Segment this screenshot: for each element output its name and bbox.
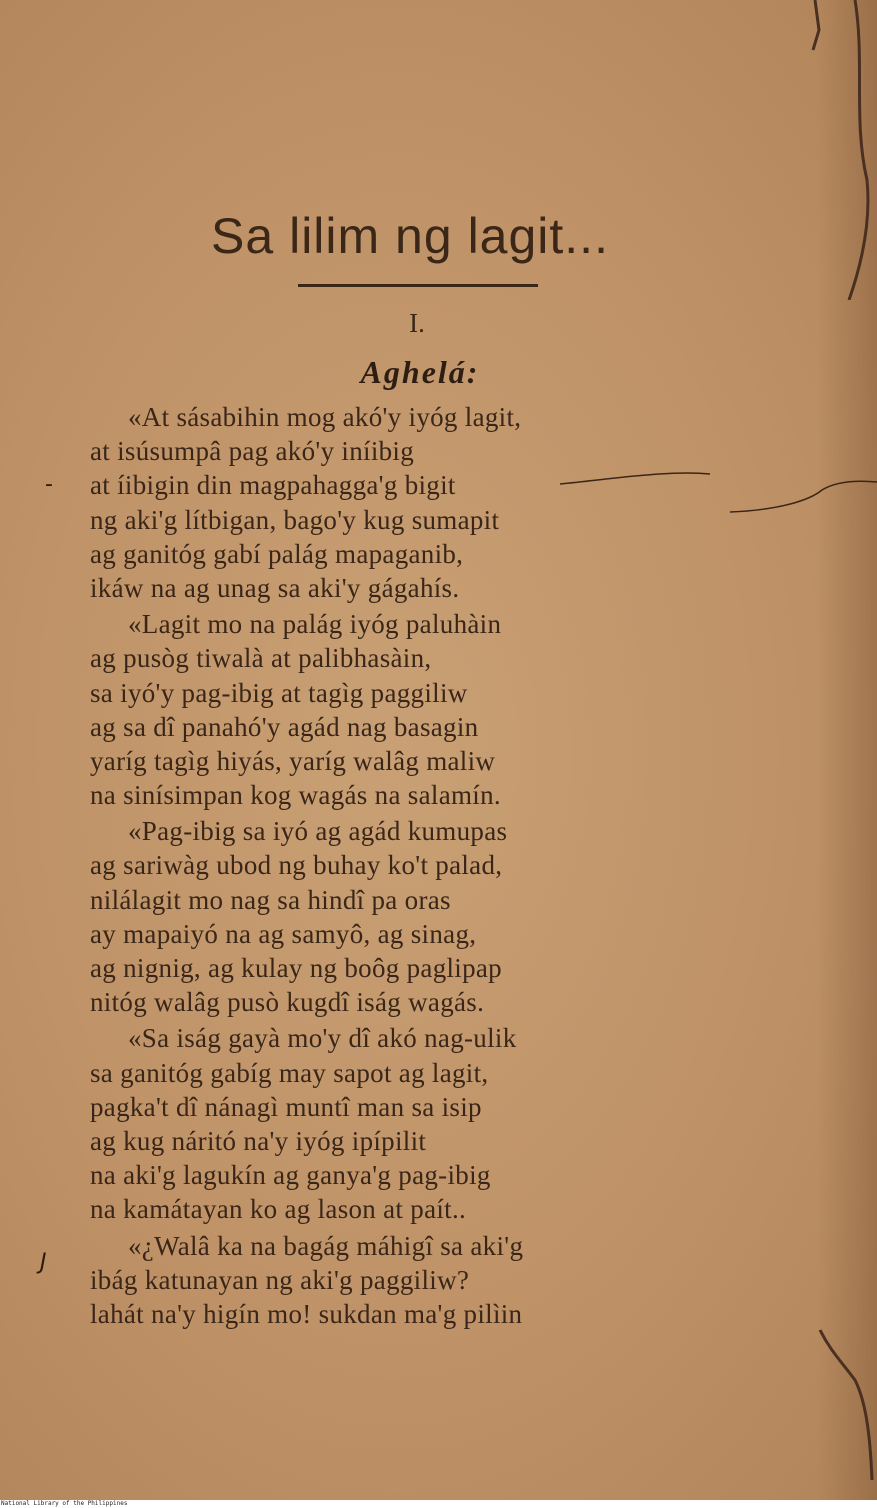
stanza-2: [90, 607, 710, 812]
poem-line: ay mapaiyó na ag samyô, ag sinag,: [90, 918, 477, 949]
poem-body: [90, 400, 710, 1333]
pencil-stroke-mark: [560, 460, 877, 530]
section-heading: Aghelá:: [360, 354, 480, 390]
poem-line: ag ganitóg gabí palág mapaganib,: [90, 538, 464, 569]
stanza-5: [90, 1229, 710, 1332]
section-number: I.: [409, 308, 425, 338]
poem-line: sa iyó'y pag-ibig at tagìg paggiliw: [90, 677, 468, 708]
poem-line: ng aki'g lítbigan, bago'y kug sumapit: [90, 504, 500, 535]
poem-line: at isúsumpâ pag akó'y iníibig: [90, 436, 415, 467]
poem-line: ag pusòg tiwalà at palibhasàin,: [90, 643, 432, 674]
torn-edge-mark: [805, 0, 877, 300]
torn-edge-mark: [800, 1320, 877, 1500]
poem-line: «Pag-ibig sa iyó ag agád kumupas: [128, 816, 508, 847]
poem-line: na aki'g lagukín ag ganya'g pag-ibig: [90, 1160, 491, 1191]
poem-line: na kamátayan ko ag lason at paít..: [90, 1194, 467, 1225]
poem-line: lahát na'y higín mo! sukdan ma'g pilìin: [90, 1298, 523, 1329]
poem-line: pagka't dî nánagì muntî man sa isip: [90, 1091, 482, 1122]
poem-line: ag kug náritó na'y iyóg ipípilit: [90, 1125, 427, 1156]
margin-dash-mark: -: [45, 472, 53, 497]
poem-line: ikáw na ag unag sa aki'y gágahís.: [90, 572, 460, 603]
poem-line: nitóg walâg pusò kugdî iság wagás.: [90, 987, 485, 1018]
poem-line: nilálagit mo nag sa hindî pa oras: [90, 884, 451, 915]
title-rule: [298, 284, 538, 287]
stanza-4: [90, 1021, 710, 1226]
poem-line: yaríg tagìg hiyás, yaríg walâg maliw: [90, 745, 496, 776]
poem-line: ag sariwàg ubod ng buhay ko't palad,: [90, 850, 503, 881]
poem-line: ag nignig, ag kulay ng boôg paglipap: [90, 953, 502, 983]
stanza-3: [90, 814, 710, 1019]
poem-title: Sa lilim ng lagit...: [211, 208, 609, 264]
footer-credit: National Library of the Philippines: [1, 1500, 128, 1507]
poem-line: «Lagit mo na palág iyóg paluhàin: [128, 609, 502, 640]
poem-line: na sinísimpan kog wagás na salamín.: [90, 780, 501, 811]
poem-line: «At sásabihin mog akó'y iyóg lagit,: [128, 402, 522, 432]
poem-line: «Sa iság gayà mo'y dî akó nag-ulik: [128, 1023, 517, 1054]
poem-line: ibág katunayan ng aki'g paggiliw?: [90, 1264, 470, 1295]
poem-line: ag sa dî panahó'y agád nag basagin: [90, 711, 479, 742]
poem-line: sa ganitóg gabíg may sapot ag lagit,: [90, 1057, 489, 1088]
poem-line: «¿Walâ ka na bagág máhigî sa aki'g: [128, 1230, 524, 1261]
footer-bar: [0, 1500, 877, 1508]
margin-pencil-mark: J: [40, 1250, 47, 1275]
poem-line: at íibigin din magpahagga'g bigit: [90, 470, 456, 501]
